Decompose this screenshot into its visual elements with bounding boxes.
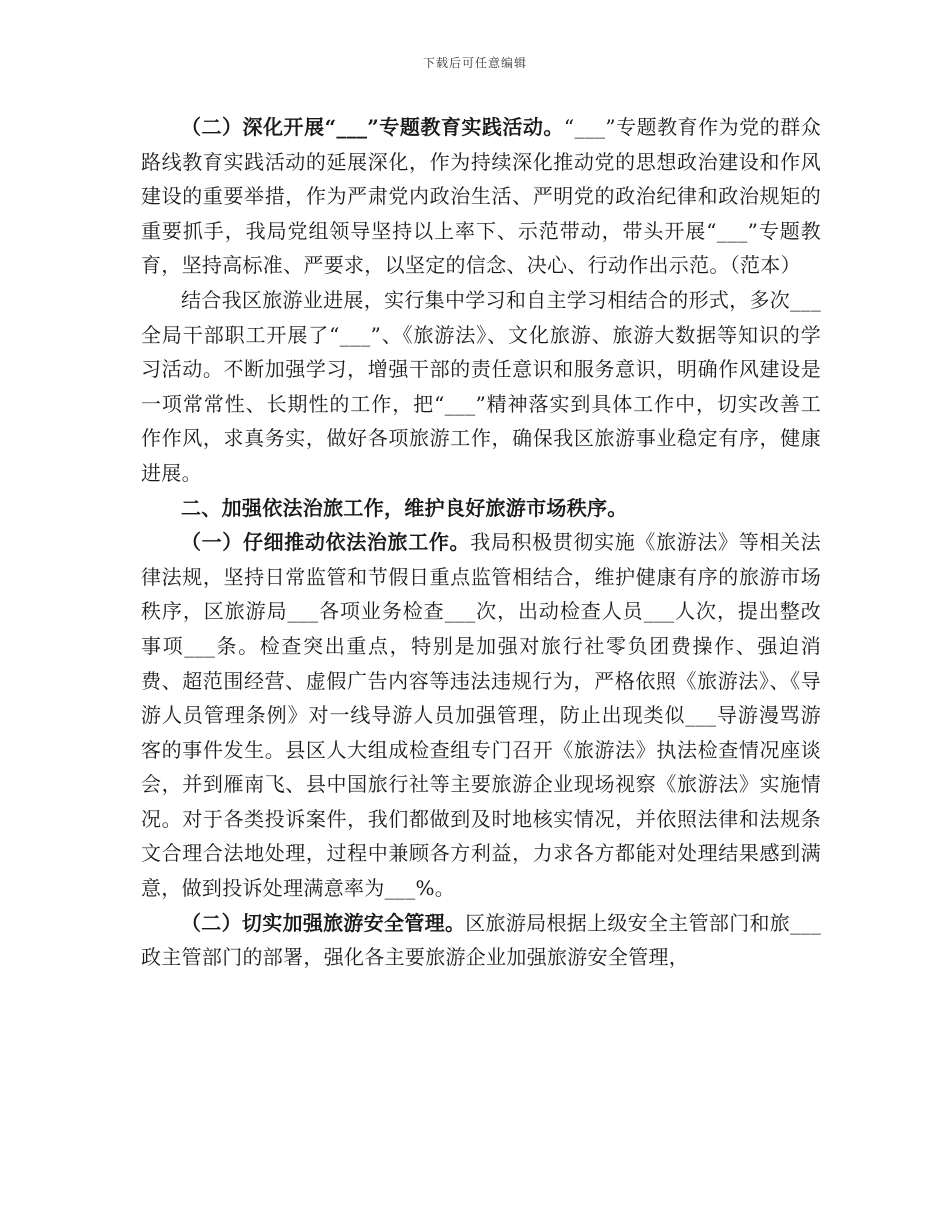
paragraph-text: 我局积极贯彻实施《旅游法》等相关法律法规，坚持日常监管和节假日重点监管相结合，维护健康有序的旅游市场秩序，区旅游局___各项业务检查___次，出动检查人员___人次，提出整改事项___条。检查突出重点，特别是加强对旅行社零负团费操作、强迫消费、超范围经营、虚假广告内容等违法违规行为，严格依照《旅游法》、《导游人员管理条例》对一线导游人员加强管理，防止出现类似___导游漫骂游客的事件发生。县区人大组成检查组专门召开《旅游法》执法检查情况座谈会，并到雁南飞、县中国旅行社等主要旅游企业现场视察《旅游法》实施情况。对于各类投诉案件，我们都做到及时地核实情况，并依照法律和法规条文合理合法地处理，过程中兼顾各方利益，力求各方都能对处理结果感到满意，做到投诉处理满意率为___%。	[141, 530, 821, 901]
paragraph-text: “___”专题教育作为党的群众路线教育实践活动的延展深化，作为持续深化推动党的思想政治建设和作风建设的重要举措，作为严肃党内政治生活、严明党的政治纪律和政治规矩的重要抓手，我局党组领导坚持以上率下、示范带动，带头开展“___”专题教育，坚持高标准、严要求，以坚定的信念、决心、行动作出示范。（范本）	[141, 115, 821, 278]
document-body	[141, 110, 821, 975]
paragraph-lead-heading: （二）深化开展“___”专题教育实践活动。	[181, 115, 564, 139]
paragraph-safety-management	[141, 906, 821, 975]
section-heading-rule-of-law: 二、加强依法治旅工作，维护良好旅游市场秩序。	[181, 495, 628, 520]
paragraph-special-education	[141, 110, 821, 283]
page-header: 下载后可任意编辑	[422, 56, 527, 70]
paragraph-law-enforcement	[141, 525, 821, 906]
paragraph-lead-heading: （二）切实加强旅游安全管理。	[181, 910, 466, 935]
paragraph-study-activities	[141, 283, 821, 491]
paragraph-text: 结合我区旅游业进展，实行集中学习和自主学习相结合的形式，多次___全局干部职工开展了“___”、《旅游法》、文化旅游、旅游大数据等知识的学习活动。不断加强学习，增强干部的责任意识和服务意识，明确作风建设是一项常常性、长期性的工作，把“___”精神落实到具体工作中，切实改善工作作风，求真务实，做好各项旅游工作，确保我区旅游事业稳定有序，健康进展。	[141, 287, 821, 485]
paragraph-text: 区旅游局根据上级安全主管部门和旅___政主管部门的部署，强化各主要旅游企业加强旅游安全管理，	[141, 910, 821, 970]
paragraph-lead-heading: （一）仔细推动依法治旅工作。	[181, 530, 471, 555]
